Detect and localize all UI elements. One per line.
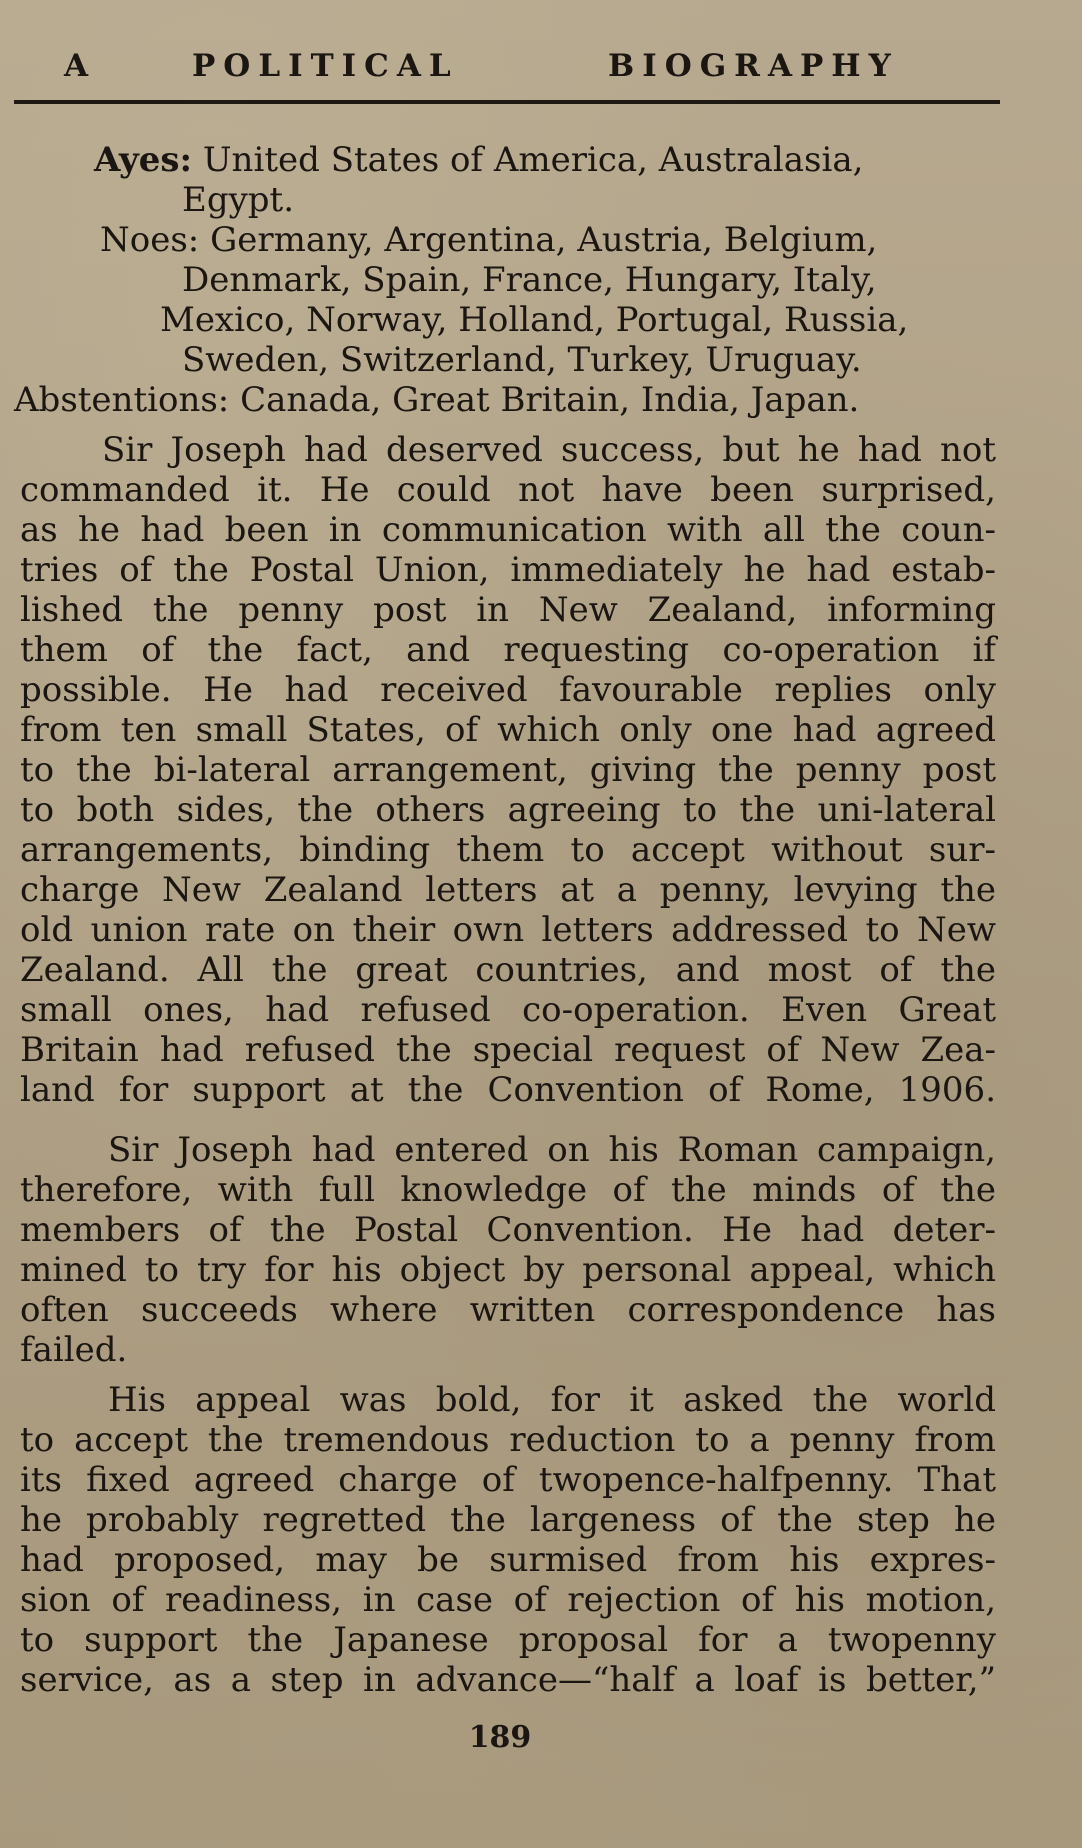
- ayes-countries: United States of America, Australasia,: [202, 140, 864, 180]
- text-line: land for support at the Convention of Rome, 1906.: [20, 1070, 996, 1110]
- text-line: Sir Joseph had entered on his Roman campaign,: [108, 1130, 996, 1170]
- ayes-line: [94, 140, 863, 180]
- text-line: possible. He had received favourable replies only: [20, 670, 996, 710]
- noes-continuation-3: Sweden, Switzerland, Turkey, Uruguay.: [182, 340, 862, 380]
- text-line: as he had been in communication with all the coun-: [20, 510, 996, 550]
- header-rule: [14, 100, 1000, 104]
- noes-countries: Germany, Argentina, Austria, Belgium,: [210, 220, 878, 260]
- text-line: its fixed agreed charge of twopence-halfpenny. That: [20, 1460, 996, 1500]
- text-line: old union rate on their own letters addressed to New: [20, 910, 996, 950]
- text-line: therefore, with full knowledge of the minds of the: [20, 1170, 996, 1210]
- text-line: His appeal was bold, for it asked the world: [108, 1380, 996, 1420]
- text-line: Sir Joseph had deserved success, but he had not: [102, 430, 996, 470]
- noes-continuation-1: Denmark, Spain, France, Hungary, Italy,: [182, 260, 877, 300]
- text-line: service, as a step in advance—“half a loaf is better,”: [20, 1660, 996, 1700]
- text-line: commanded it. He could not have been surprised,: [20, 470, 996, 510]
- running-head-word-biography: BIOGRAPHY: [608, 48, 899, 84]
- text-line: had proposed, may be surmised from his expres-: [20, 1540, 996, 1580]
- ayes-label: Ayes:: [94, 140, 193, 180]
- text-line: them of the fact, and requesting co-operation if: [20, 630, 996, 670]
- text-line: to both sides, the others agreeing to the uni-lateral: [20, 790, 996, 830]
- text-line: to accept the tremendous reduction to a penny from: [20, 1420, 996, 1460]
- text-line: arrangements, binding them to accept without sur-: [20, 830, 996, 870]
- ayes-continuation: Egypt.: [182, 180, 295, 220]
- running-head-word-political: POLITICAL: [192, 48, 459, 84]
- noes-label: Noes:: [100, 220, 200, 260]
- text-line: charge New Zealand letters at a penny, levying the: [20, 870, 996, 910]
- running-head-word-a: A: [64, 48, 97, 84]
- abstentions-line: Abstentions: Canada, Great Britain, India, Japan.: [14, 380, 860, 420]
- text-line: tries of the Postal Union, immediately he had estab-: [20, 550, 996, 590]
- text-line: lished the penny post in New Zealand, informing: [20, 590, 996, 630]
- text-line: from ten small States, of which only one had agreed: [20, 710, 996, 750]
- noes-line: [100, 220, 877, 260]
- noes-continuation-2: Mexico, Norway, Holland, Portugal, Russia,: [160, 300, 909, 340]
- text-line: to support the Japanese proposal for a twopenny: [20, 1620, 996, 1660]
- text-line: failed.: [20, 1330, 128, 1370]
- text-line: members of the Postal Convention. He had deter-: [20, 1210, 996, 1250]
- page-number: 189: [468, 1720, 532, 1755]
- text-line: he probably regretted the largeness of the step he: [20, 1500, 996, 1540]
- running-head: [14, 48, 998, 92]
- text-line: Britain had refused the special request of New Zea-: [20, 1030, 996, 1070]
- text-line: sion of readiness, in case of rejection of his motion,: [20, 1580, 996, 1620]
- text-line: small ones, had refused co-operation. Even Great: [20, 990, 996, 1030]
- text-line: to the bi-lateral arrangement, giving the penny post: [20, 750, 996, 790]
- text-line: mined to try for his object by personal appeal, which: [20, 1250, 996, 1290]
- text-line: Zealand. All the great countries, and most of the: [20, 950, 996, 990]
- text-line: often succeeds where written correspondence has: [20, 1290, 996, 1330]
